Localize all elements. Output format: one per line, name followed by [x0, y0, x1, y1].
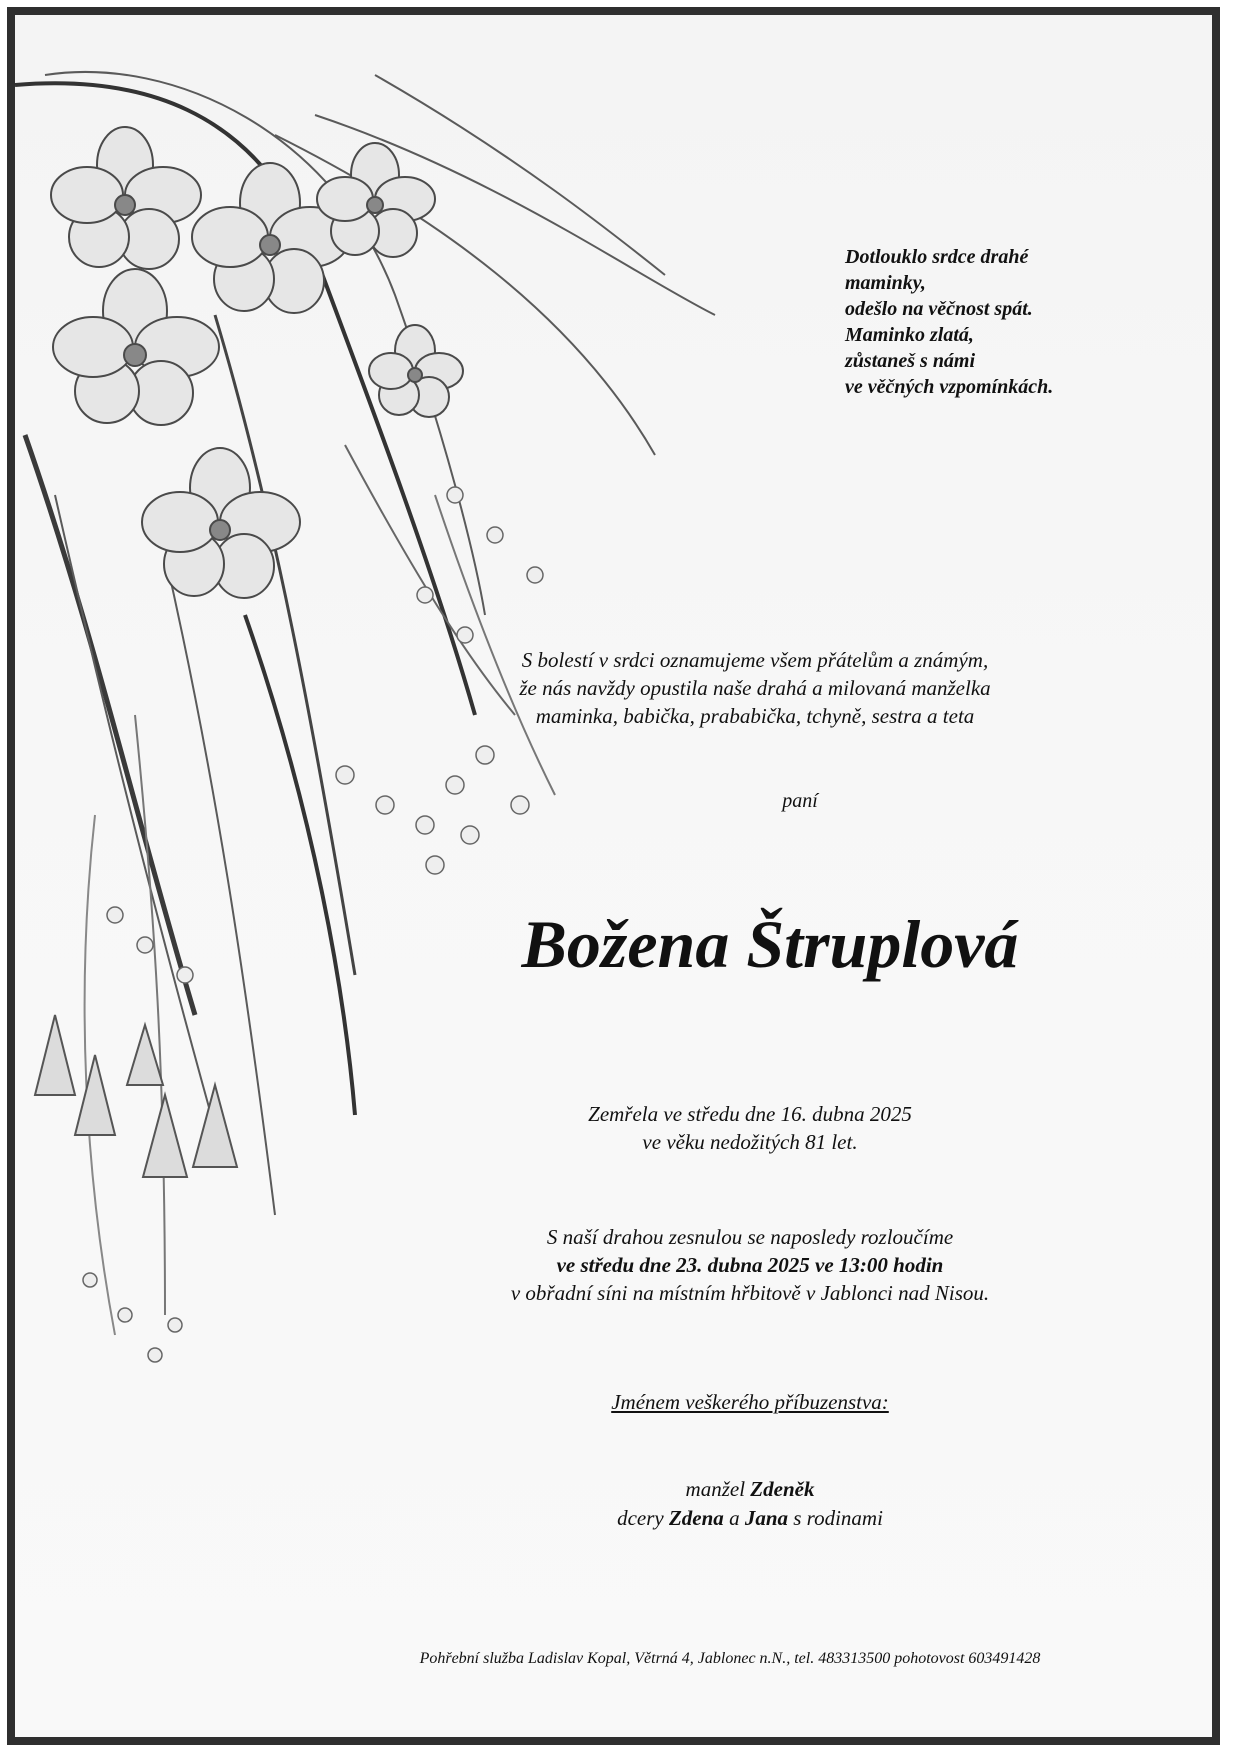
death-age: ve věku nedožitých 81 let.: [642, 1130, 858, 1154]
title-word: paní: [782, 790, 818, 812]
verse-line: odešlo na věčnost spát.: [845, 298, 1033, 320]
deceased-name: Božena Štruplová: [521, 906, 1019, 982]
husband-name: Zdeněk: [750, 1477, 815, 1501]
daughters-conj: a: [723, 1506, 745, 1530]
daughter-name: Zdena: [668, 1506, 724, 1530]
family-heading: Jménem veškerého příbuzenstva:: [611, 1390, 889, 1414]
verse-line: zůstaneš s námi: [845, 350, 976, 372]
family-list: [480, 1475, 1020, 1533]
funeral-service-footer: Pohřební služba Ladislav Kopal, Větrná 4, Jablonec n.N., tel. 483313500 pohotovost 603491428: [419, 1650, 1041, 1667]
verse-line: ve věčných vzpomínkách.: [845, 376, 1054, 398]
announcement-line: že nás navždy opustila naše drahá a milovaná manželka: [519, 676, 991, 700]
funeral-location: v obřadní síni na místním hřbitově v Jablonci nad Nisou.: [510, 1281, 990, 1305]
daughters-suffix: s rodinami: [788, 1506, 883, 1530]
verse-line: Maminko zlatá,: [845, 324, 974, 346]
verse-line: maminky,: [845, 272, 926, 294]
daughter-name: Jana: [744, 1506, 788, 1530]
death-date: Zemřela ve středu dne 16. dubna 2025: [588, 1102, 912, 1126]
announcement-line: maminka, babička, prababička, tchyně, sestra a teta: [535, 704, 975, 728]
verse-line: Dotlouklo srdce drahé: [845, 246, 1029, 268]
funeral-datetime: ve středu dne 23. dubna 2025 ve 13:00 hodin: [556, 1253, 944, 1277]
memorial-verse: [845, 244, 1175, 400]
husband-prefix: manžel: [685, 1477, 751, 1501]
death-info: [440, 1100, 1060, 1156]
funeral-intro: S naší drahou zesnulou se naposledy rozloučíme: [546, 1225, 954, 1249]
family-husband-line: [480, 1475, 1020, 1504]
announcement-line: S bolestí v srdci oznamujeme všem přátelům a známým,: [521, 648, 989, 672]
announcement: [380, 646, 1130, 730]
family-daughters-line: [480, 1504, 1020, 1533]
funeral-info: [400, 1223, 1100, 1307]
daughters-prefix: dcery: [617, 1506, 669, 1530]
